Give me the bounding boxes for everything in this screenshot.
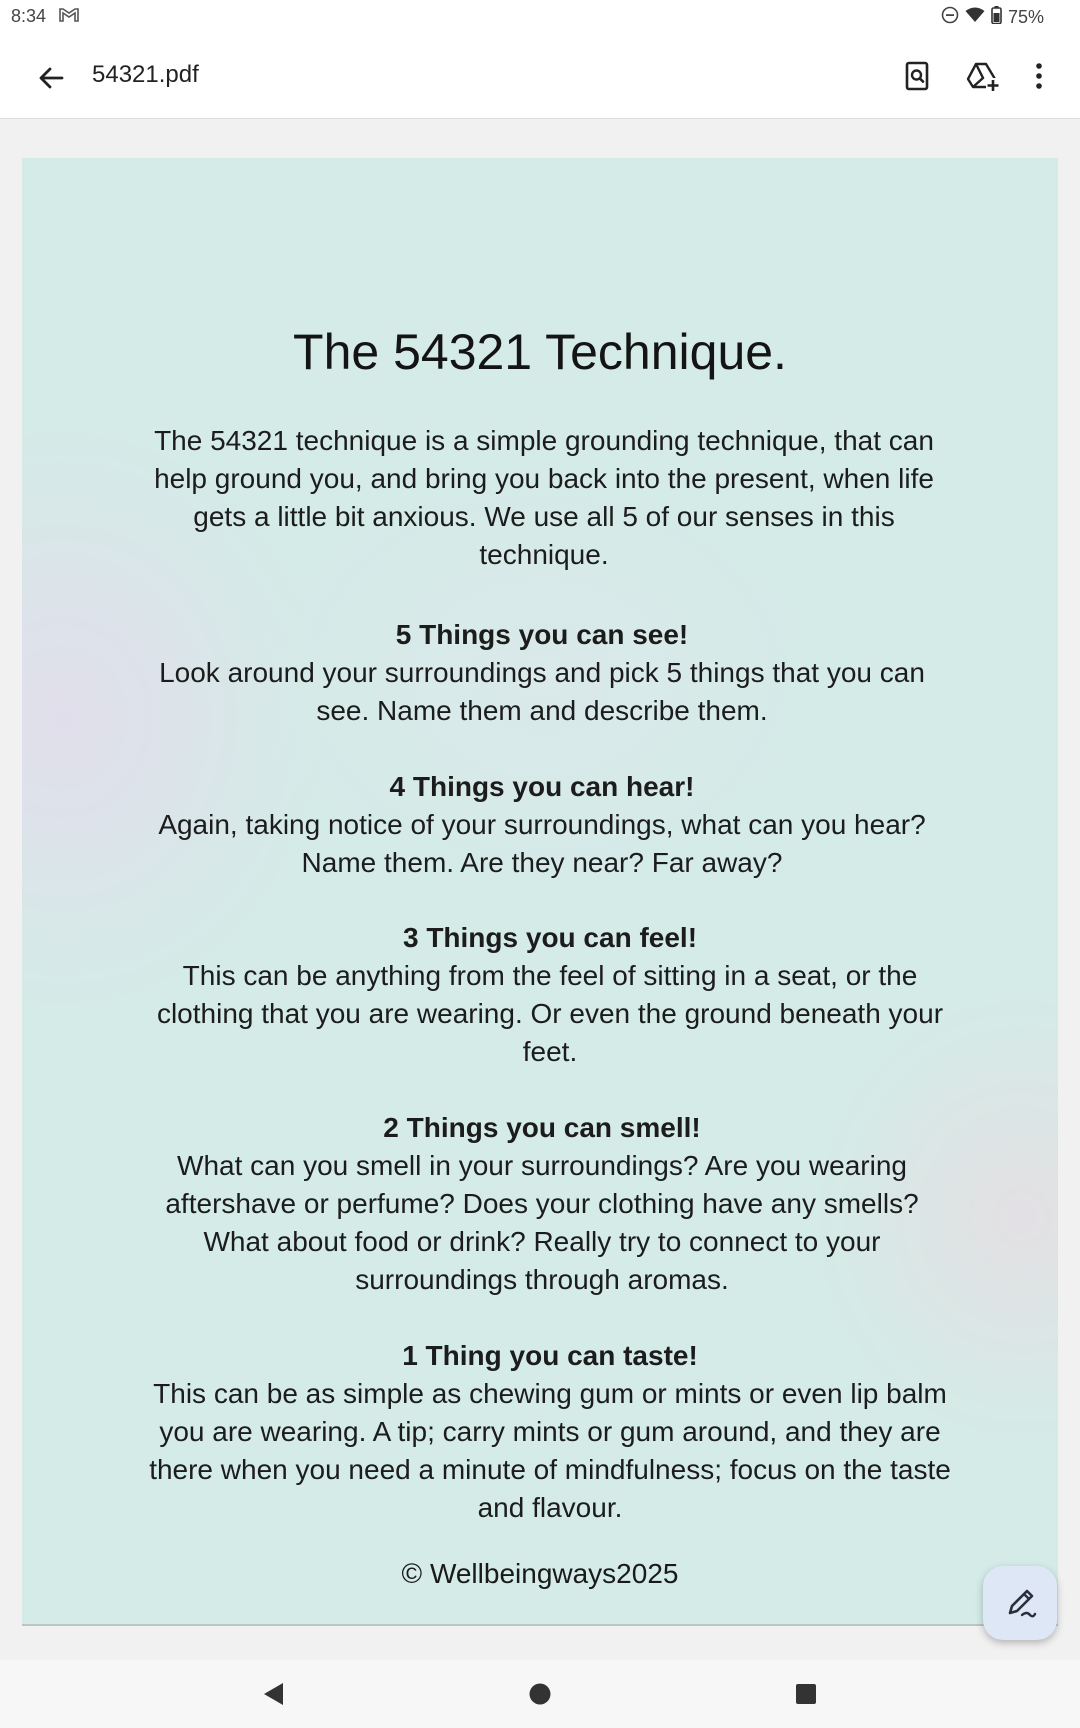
section-feel (140, 919, 960, 1071)
arrow-left-icon[interactable] (32, 58, 72, 98)
nav-home-icon[interactable] (524, 1678, 556, 1710)
section-body: What can you smell in your surroundings? Are you wearing aftershave or perfume? Does your clothing have any smells? What about food or drink? Really try to connect to your surroundings through aromas. (165, 1150, 919, 1295)
section-hear (142, 768, 942, 882)
section-heading: 1 Thing you can taste! (402, 1340, 698, 1371)
app-bar (0, 34, 1080, 119)
nav-back-icon[interactable] (258, 1678, 290, 1710)
system-nav-bar (0, 1660, 1080, 1728)
wifi-icon (965, 7, 985, 28)
document-title: The 54321 Technique. (293, 324, 787, 380)
section-body: This can be anything from the feel of sitting in a seat, or the clothing that you are wearing. Or even the ground beneath your feet. (156, 960, 944, 1067)
section-heading: 2 Things you can smell! (383, 1112, 701, 1143)
copyright-text: © Wellbeingways2025 (401, 1558, 679, 1589)
nav-recents-icon[interactable] (790, 1678, 822, 1710)
status-bar (0, 0, 1080, 34)
section-heading: 5 Things you can see! (395, 619, 689, 650)
battery-icon (991, 6, 1002, 29)
do-not-disturb-icon (941, 6, 959, 29)
drive-add-icon[interactable] (962, 56, 1002, 96)
battery-percent: 75% (1007, 7, 1044, 27)
section-see (142, 616, 942, 730)
document-search-icon[interactable] (897, 56, 937, 96)
edit-fab-button[interactable] (983, 1566, 1057, 1640)
more-vert-icon[interactable] (1019, 56, 1059, 96)
edit-pen-icon (1002, 1585, 1038, 1621)
section-body: Look around your surroundings and pick 5 things that you can see. Name them and describe them. (159, 657, 925, 726)
gmail-notification-icon (59, 7, 79, 28)
section-body: Again, taking notice of your surroundings, what can you hear? Name them. Are they near? Far away? (158, 809, 926, 878)
section-body: This can be as simple as chewing gum or mints or even lip balm you are wearing. A tip; carry mints or gum around, and they are there when you need a minute of mindfulness; focus on the taste and flavour. (149, 1378, 951, 1523)
intro-paragraph: The 54321 technique is a simple grounding technique, that can help ground you, and bring you back into the present, when life gets a little bit anxious. We use all 5 of our senses in this technique. (154, 425, 934, 570)
section-taste (140, 1337, 960, 1527)
file-title: 54321.pdf (92, 61, 199, 88)
pdf-page[interactable] (22, 158, 1058, 1626)
section-smell (142, 1109, 942, 1299)
status-time: 8:34 (11, 6, 47, 26)
section-heading: 4 Things you can hear! (389, 771, 695, 802)
section-heading: 3 Things you can feel! (402, 922, 698, 953)
